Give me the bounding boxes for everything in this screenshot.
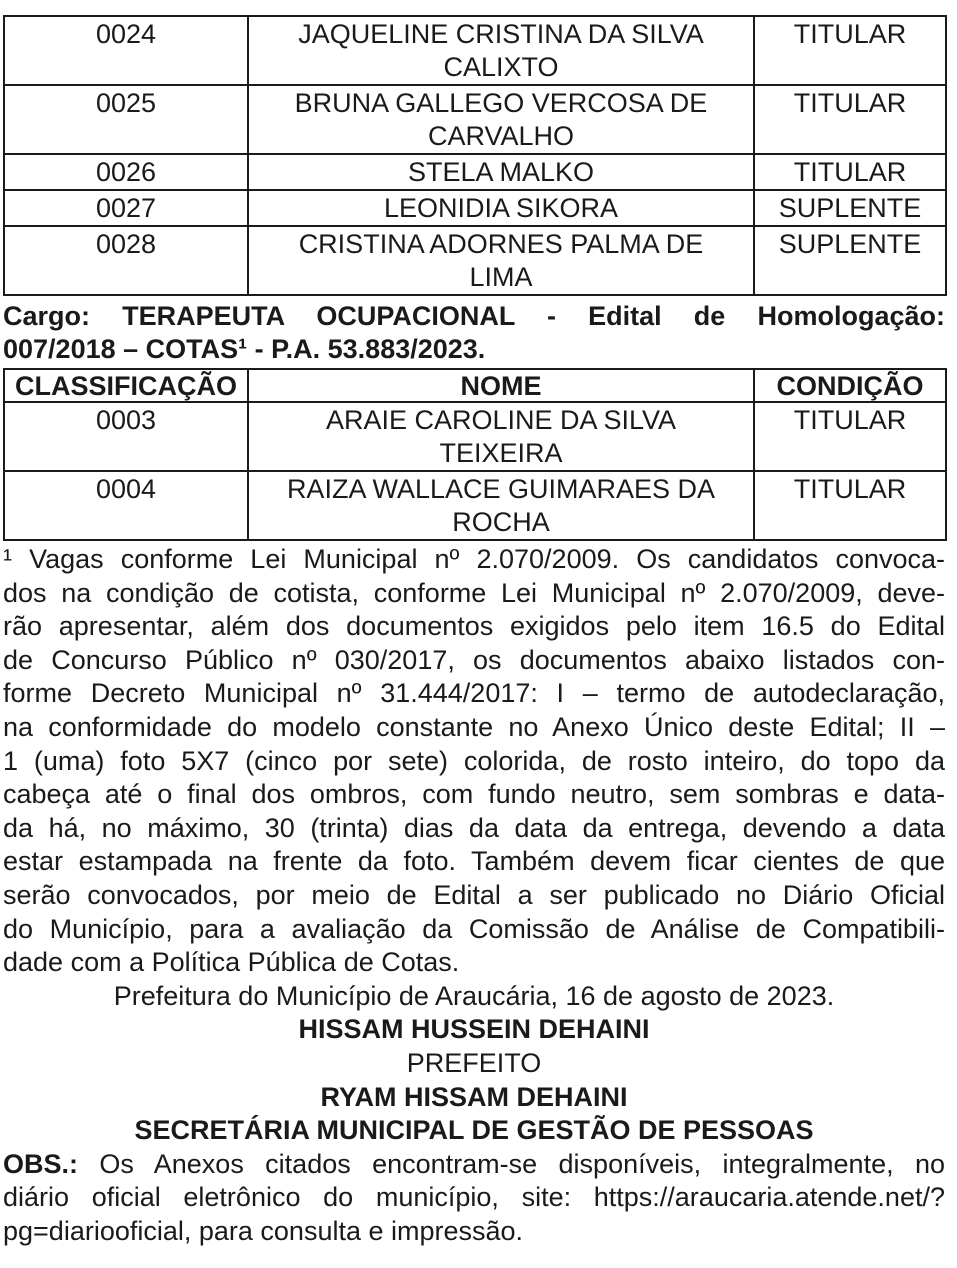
table-header-row xyxy=(4,369,946,402)
footnote-line: da há, no máximo, 30 (trinta) dias da data da entrega, devendo a data xyxy=(3,812,945,843)
nome-cell: STELA MALKO xyxy=(248,154,754,190)
nome-cell: JAQUELINE CRISTINA DA SILVA CALIXTO xyxy=(248,16,754,85)
footnote-line: estar estampada na frente da foto. Também devem ficar cientes de que xyxy=(3,846,945,877)
table-row xyxy=(4,190,946,226)
obs-label: OBS.: xyxy=(3,1148,79,1179)
footnote-line: 1 (uma) foto 5X7 (cinco por sete) colorida, de rosto inteiro, do topo da xyxy=(3,745,945,776)
signer-name-2: RYAM HISSAM DEHAINI xyxy=(320,1081,628,1112)
condicao-cell: TITULAR xyxy=(754,85,946,154)
classificacao-cell: 0025 xyxy=(4,85,248,154)
footnote-paragraph xyxy=(3,543,945,980)
nome-cell: BRUNA GALLEGO VERCOSA DE CARVALHO xyxy=(248,85,754,154)
footnote-line: dade com a Política Pública de Cotas. xyxy=(3,947,460,978)
place-date: Prefeitura do Município de Araucária, 16 de agosto de 2023. xyxy=(113,980,835,1011)
table-row xyxy=(4,402,946,471)
footnote-line: na conformidade do modelo constante no Anexo Único deste Edital; II – xyxy=(3,711,945,742)
signer-name-1: HISSAM HUSSEIN DEHAINI xyxy=(298,1014,650,1045)
table-row xyxy=(4,471,946,540)
nome-cell: CRISTINA ADORNES PALMA DE LIMA xyxy=(248,226,754,295)
classificacao-cell: 0003 xyxy=(4,402,248,471)
header-classificacao: CLASSIFICAÇÃO xyxy=(4,369,248,402)
footnote-line: cabeça até o final dos ombros, com fundo neutro, sem sombras e data- xyxy=(3,779,945,810)
document-page xyxy=(3,15,948,1248)
condicao-cell: TITULAR xyxy=(754,16,946,85)
table-row xyxy=(4,16,946,85)
nome-cell: LEONIDIA SIKORA xyxy=(248,190,754,226)
condicao-cell: SUPLENTE xyxy=(754,226,946,295)
header-condicao: CONDIÇÃO xyxy=(754,369,946,402)
cargo-heading: Cargo: TERAPEUTA OCUPACIONAL - Edital de Homologação: 007/2018 – COTAS¹ - P.A. 53.883/2023. xyxy=(3,301,945,364)
footnote-line: serão convocados, por meio de Edital a ser publicado no Diário Oficial xyxy=(3,879,945,910)
obs-line: diário oficial eletrônico do município, site: https://araucaria.atende.net/? xyxy=(3,1182,945,1213)
condicao-cell: TITULAR xyxy=(754,402,946,471)
signer-role-2: SECRETÁRIA MUNICIPAL DE GESTÃO DE PESSOAS xyxy=(134,1115,814,1146)
classificacao-cell: 0024 xyxy=(4,16,248,85)
table-row xyxy=(4,85,946,154)
table-row xyxy=(4,226,946,295)
classificacao-cell: 0027 xyxy=(4,190,248,226)
footnote-line: do Município, para a avaliação da Comissão de Análise de Compatibili- xyxy=(3,913,945,944)
obs-line: pg=diariooficial, para consulta e impressão. xyxy=(3,1215,524,1246)
footnote-line: de Concurso Público nº 030/2017, os documentos abaixo listados con- xyxy=(3,644,945,675)
obs-paragraph xyxy=(3,1148,945,1249)
condicao-cell: SUPLENTE xyxy=(754,190,946,226)
obs-text: Os Anexos citados encontram-se disponíveis, integralmente, no xyxy=(78,1148,945,1179)
candidates-table-1 xyxy=(3,15,947,296)
footnote-line: forme Decreto Municipal nº 31.444/2017: I – termo de autodeclaração, xyxy=(3,678,945,709)
condicao-cell: TITULAR xyxy=(754,471,946,540)
table-row xyxy=(4,154,946,190)
header-nome: NOME xyxy=(248,369,754,402)
footnote-line: ¹ Vagas conforme Lei Municipal nº 2.070/2009. Os candidatos convoca- xyxy=(3,544,945,574)
nome-cell: ARAIE CAROLINE DA SILVA TEIXEIRA xyxy=(248,402,754,471)
footnote-line: rão apresentar, além dos documentos exigidos pelo item 16.5 do Edital xyxy=(3,611,945,642)
classificacao-cell: 0004 xyxy=(4,471,248,540)
signer-role-1: PREFEITO xyxy=(406,1047,542,1078)
nome-cell: RAIZA WALLACE GUIMARAES DA ROCHA xyxy=(248,471,754,540)
classificacao-cell: 0028 xyxy=(4,226,248,295)
classificacao-cell: 0026 xyxy=(4,154,248,190)
condicao-cell: TITULAR xyxy=(754,154,946,190)
candidates-table-2 xyxy=(3,368,947,541)
footnote-line: dos na condição de cotista, conforme Lei Municipal nº 2.070/2009, deve- xyxy=(3,577,945,608)
